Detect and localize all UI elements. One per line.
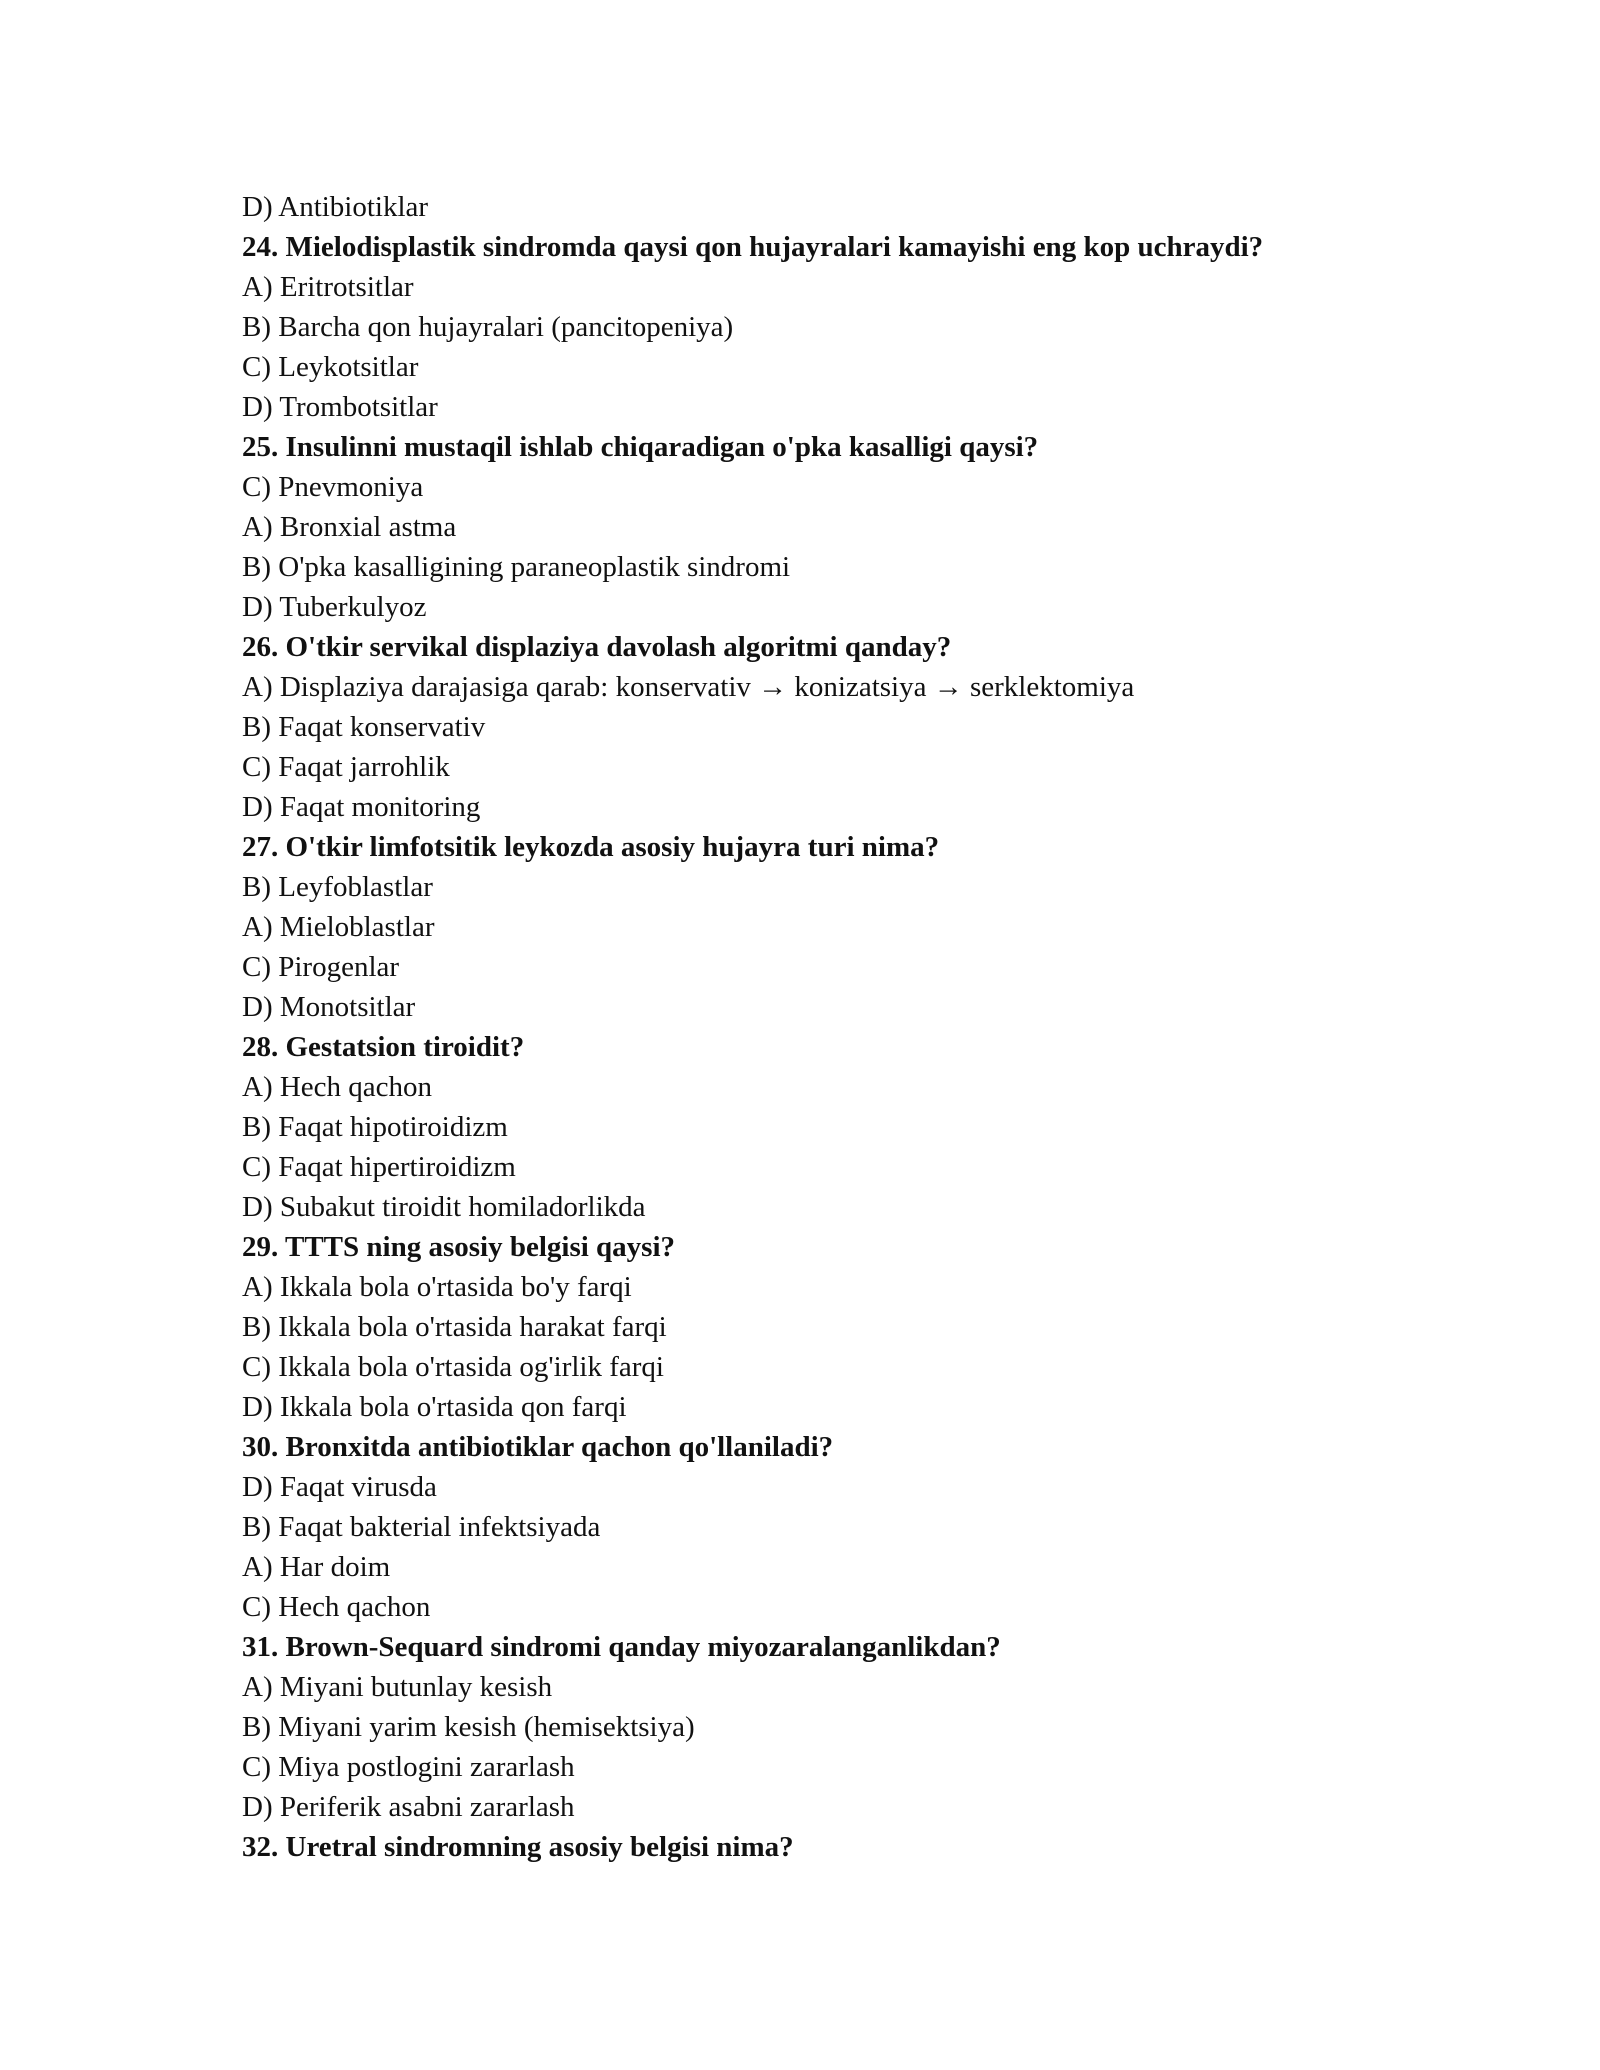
question-text: 25. Insulinni mustaqil ishlab chiqaradigan o'pka kasalligi qaysi? xyxy=(242,431,1039,463)
question-text: 28. Gestatsion tiroidit? xyxy=(242,1031,525,1063)
option-line: A) Miyani butunlay kesish xyxy=(242,1671,553,1703)
question-text: 26. O'tkir servikal displaziya davolash algoritmi qanday? xyxy=(242,631,952,663)
question-block xyxy=(242,1427,1442,1627)
option-line: B) O'pka kasalligining paraneoplastik sindromi xyxy=(242,551,791,583)
option-line: B) Faqat bakterial infektsiyada xyxy=(242,1511,601,1543)
question-text: 32. Uretral sindromning asosiy belgisi nima? xyxy=(242,1831,794,1863)
option-line: D) Faqat virusda xyxy=(242,1471,437,1503)
option-line: D) Monotsitlar xyxy=(242,991,416,1023)
option-line: C) Miya postlogini zararlash xyxy=(242,1751,575,1783)
option-line: A) Displaziya darajasiga qarab: konservativ → konizatsiya → serklektomiya xyxy=(242,671,1135,703)
option-line: D) Tuberkulyoz xyxy=(242,591,427,623)
option-line: B) Barcha qon hujayralari (pancitopeniya) xyxy=(242,311,734,343)
question-block xyxy=(242,427,1442,627)
option-line: D) Faqat monitoring xyxy=(242,791,481,823)
question-block xyxy=(242,1627,1442,1827)
option-line: B) Leyfoblastlar xyxy=(242,871,433,903)
option-line: A) Hech qachon xyxy=(242,1071,433,1103)
question-block xyxy=(242,1827,1442,1867)
option-line: C) Faqat hipertiroidizm xyxy=(242,1151,516,1183)
option-line: C) Ikkala bola o'rtasida og'irlik farqi xyxy=(242,1351,664,1383)
question-block xyxy=(242,227,1442,427)
option-line: D) Periferik asabni zararlash xyxy=(242,1791,575,1823)
option-line: B) Ikkala bola o'rtasida harakat farqi xyxy=(242,1311,667,1343)
option-line: C) Pnevmoniya xyxy=(242,471,424,503)
option-line: C) Faqat jarrohlik xyxy=(242,751,450,783)
question-text: 24. Mielodisplastik sindromda qaysi qon hujayralari kamayishi eng kop uchraydi? xyxy=(242,231,1264,263)
option-line: B) Faqat hipotiroidizm xyxy=(242,1111,508,1143)
question-block xyxy=(242,627,1442,827)
option-line: A) Har doim xyxy=(242,1551,391,1583)
option-line: D) Subakut tiroidit homiladorlikda xyxy=(242,1191,646,1223)
option-line: A) Ikkala bola o'rtasida bo'y farqi xyxy=(242,1271,632,1303)
option-line: A) Mieloblastlar xyxy=(242,911,435,943)
option-line: D) Trombotsitlar xyxy=(242,391,438,423)
question-block xyxy=(242,827,1442,1027)
option-line: C) Pirogenlar xyxy=(242,951,400,983)
option-line: C) Leykotsitlar xyxy=(242,351,419,383)
option-line: B) Faqat konservativ xyxy=(242,711,486,743)
option-line: C) Hech qachon xyxy=(242,1591,431,1623)
question-text: 27. O'tkir limfotsitik leykozda asosiy hujayra turi nima? xyxy=(242,831,940,863)
question-text: 31. Brown-Sequard sindromi qanday miyozaralanganlikdan? xyxy=(242,1631,1001,1663)
option-line: D) Ikkala bola o'rtasida qon farqi xyxy=(242,1391,627,1423)
option-line: A) Bronxial astma xyxy=(242,511,457,543)
question-block xyxy=(242,1027,1442,1227)
option-line: B) Miyani yarim kesish (hemisektsiya) xyxy=(242,1711,695,1743)
option-line: D) Antibiotiklar xyxy=(242,191,429,223)
question-text: 29. TTTS ning asosiy belgisi qaysi? xyxy=(242,1231,676,1263)
question-block xyxy=(242,1227,1442,1427)
document-page xyxy=(242,187,1442,1867)
question-text: 30. Bronxitda antibiotiklar qachon qo'llaniladi? xyxy=(242,1431,834,1463)
option-line: A) Eritrotsitlar xyxy=(242,271,414,303)
